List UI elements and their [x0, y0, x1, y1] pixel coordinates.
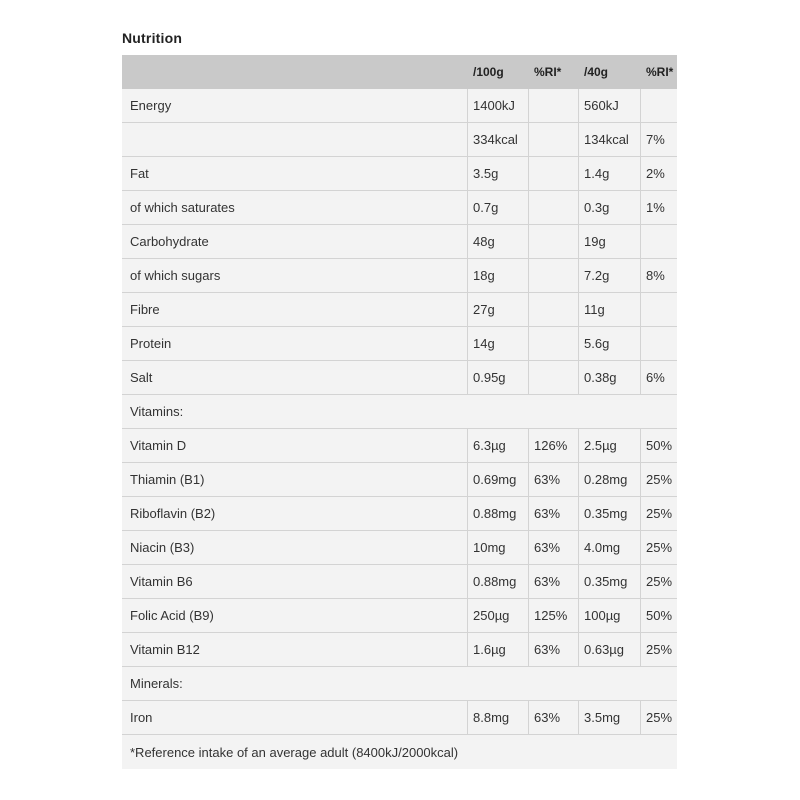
column-divider [467, 531, 468, 564]
per-40g-value: 2.5µg [584, 438, 617, 453]
per-40g-value: 11g [584, 302, 605, 317]
footnote-row [122, 735, 677, 769]
column-divider [467, 599, 468, 632]
nutrient-name: Vitamin B12 [130, 642, 200, 657]
column-divider [640, 191, 641, 224]
nutrient-name: Folic Acid (B9) [130, 608, 214, 623]
table-row [122, 633, 677, 667]
per-100g-value: 0.69mg [473, 472, 517, 487]
column-divider [528, 497, 529, 530]
nutrient-name: Niacin (B3) [130, 540, 195, 555]
column-divider [467, 633, 468, 666]
nutrient-name: Vitamin B6 [130, 574, 193, 589]
per-100g-value: 334kcal [473, 132, 518, 147]
ri-40g-value: 25% [646, 574, 673, 589]
column-divider [528, 429, 529, 462]
ri-40g-value: 1% [646, 200, 665, 215]
table-row [122, 259, 677, 293]
table-row [122, 157, 677, 191]
per-40g-value: 4.0mg [584, 540, 621, 555]
column-divider [578, 429, 579, 462]
nutrient-name: Fibre [130, 302, 160, 317]
per-40g-value: 0.38g [584, 370, 617, 385]
table-header-row [122, 55, 677, 89]
header-per-40g: /40g [584, 65, 609, 79]
ri-40g-value: 25% [646, 710, 673, 725]
column-divider [528, 89, 529, 122]
per-100g-value: 18g [473, 268, 495, 283]
nutrient-name: Riboflavin (B2) [130, 506, 216, 521]
table-body [122, 89, 677, 735]
column-divider [640, 497, 641, 530]
ri-100g-value: 125% [534, 608, 568, 623]
column-divider [467, 225, 468, 258]
table-row [122, 463, 677, 497]
table-row [122, 395, 677, 429]
column-divider [528, 463, 529, 496]
ri-100g-value: 63% [534, 506, 561, 521]
column-divider [640, 361, 641, 394]
per-100g-value: 6.3µg [473, 438, 506, 453]
column-divider [578, 633, 579, 666]
per-100g-value: 3.5g [473, 166, 499, 181]
column-divider [528, 225, 529, 258]
per-40g-value: 134kcal [584, 132, 629, 147]
table-row [122, 293, 677, 327]
nutrient-name: Minerals: [130, 676, 183, 691]
column-divider [528, 123, 529, 156]
table-row [122, 667, 677, 701]
column-divider [528, 327, 529, 360]
column-divider [578, 701, 579, 734]
table-row [122, 565, 677, 599]
column-divider [528, 157, 529, 190]
column-divider [640, 565, 641, 598]
ri-40g-value: 8% [646, 268, 665, 283]
per-40g-value: 7.2g [584, 268, 610, 283]
per-100g-value: 10mg [473, 540, 506, 555]
table-row [122, 123, 677, 157]
table-row [122, 531, 677, 565]
table-row [122, 599, 677, 633]
column-divider [578, 565, 579, 598]
per-100g-value: 0.88mg [473, 574, 517, 589]
ri-40g-value: 6% [646, 370, 665, 385]
ri-40g-value: 7% [646, 132, 665, 147]
column-divider [467, 327, 468, 360]
per-40g-value: 0.3g [584, 200, 610, 215]
nutrient-name: Energy [130, 98, 172, 113]
column-divider [640, 225, 641, 258]
column-divider [640, 701, 641, 734]
column-divider [528, 293, 529, 326]
table-row [122, 361, 677, 395]
ri-100g-value: 63% [534, 574, 561, 589]
per-100g-value: 250µg [473, 608, 510, 623]
ri-40g-value: 25% [646, 472, 673, 487]
column-divider [467, 429, 468, 462]
per-40g-value: 100µg [584, 608, 621, 623]
ri-40g-value: 2% [646, 166, 665, 181]
column-divider [640, 89, 641, 122]
ri-100g-value: 63% [534, 540, 561, 555]
per-100g-value: 1.6µg [473, 642, 506, 657]
per-40g-value: 0.28mg [584, 472, 628, 487]
column-divider [528, 191, 529, 224]
column-divider [640, 293, 641, 326]
footnote: *Reference intake of an average adult (8400kJ/2000kcal) [130, 744, 459, 760]
ri-100g-value: 63% [534, 710, 561, 725]
column-divider [640, 599, 641, 632]
column-divider [640, 327, 641, 360]
column-divider [528, 565, 529, 598]
column-divider [467, 293, 468, 326]
column-divider [528, 361, 529, 394]
ri-40g-value: 25% [646, 642, 673, 657]
per-100g-value: 0.88mg [473, 506, 517, 521]
table-row [122, 225, 677, 259]
column-divider [467, 701, 468, 734]
column-divider [467, 463, 468, 496]
per-100g-value: 27g [473, 302, 495, 317]
nutrition-title: Nutrition [122, 30, 183, 46]
nutrient-name: Iron [130, 710, 153, 725]
column-divider [467, 123, 468, 156]
nutrient-name: of which sugars [130, 268, 221, 283]
column-divider [640, 463, 641, 496]
per-40g-value: 19g [584, 234, 606, 249]
column-divider [528, 599, 529, 632]
per-40g-value: 560kJ [584, 98, 619, 113]
column-divider [528, 531, 529, 564]
column-divider [528, 701, 529, 734]
per-40g-value: 1.4g [584, 166, 610, 181]
column-divider [578, 157, 579, 190]
column-divider [578, 259, 579, 292]
ri-40g-value: 25% [646, 540, 673, 555]
column-divider [467, 565, 468, 598]
table-row [122, 429, 677, 463]
table-row [122, 701, 677, 735]
column-divider [578, 89, 579, 122]
nutrient-name: Salt [130, 370, 153, 385]
column-divider [640, 157, 641, 190]
column-divider [640, 633, 641, 666]
column-divider [578, 191, 579, 224]
column-divider [578, 463, 579, 496]
column-divider [640, 531, 641, 564]
column-divider [467, 89, 468, 122]
table-row [122, 191, 677, 225]
nutrition-table [122, 55, 677, 769]
column-divider [640, 123, 641, 156]
column-divider [528, 259, 529, 292]
column-divider [640, 259, 641, 292]
table-row [122, 327, 677, 361]
column-divider [578, 599, 579, 632]
column-divider [578, 293, 579, 326]
column-divider [578, 225, 579, 258]
ri-100g-value: 63% [534, 472, 561, 487]
column-divider [578, 123, 579, 156]
ri-100g-value: 126% [534, 438, 568, 453]
per-40g-value: 0.63µg [584, 642, 625, 657]
table-row [122, 89, 677, 123]
per-40g-value: 0.35mg [584, 574, 628, 589]
column-divider [467, 191, 468, 224]
per-100g-value: 1400kJ [473, 98, 515, 113]
nutrient-name: Thiamin (B1) [130, 472, 205, 487]
column-divider [578, 361, 579, 394]
ri-40g-value: 50% [646, 438, 673, 453]
per-100g-value: 8.8mg [473, 710, 510, 725]
ri-100g-value: 63% [534, 642, 561, 657]
column-divider [578, 327, 579, 360]
column-divider [578, 497, 579, 530]
nutrient-name: Vitamins: [130, 404, 184, 419]
per-40g-value: 5.6g [584, 336, 610, 351]
nutrient-name: Carbohydrate [130, 234, 209, 249]
nutrient-name: Fat [130, 166, 149, 181]
table-row [122, 497, 677, 531]
ri-40g-value: 50% [646, 608, 673, 623]
nutrient-name: of which saturates [130, 200, 235, 215]
column-divider [467, 157, 468, 190]
nutrient-name: Vitamin D [130, 438, 187, 453]
header-ri-100g: %RI* [534, 65, 562, 79]
ri-40g-value: 25% [646, 506, 673, 521]
column-divider [578, 531, 579, 564]
column-divider [467, 361, 468, 394]
header-ri-40g: %RI* [646, 65, 674, 79]
header-per-100g: /100g [473, 65, 504, 79]
column-divider [467, 497, 468, 530]
column-divider [467, 259, 468, 292]
per-100g-value: 0.95g [473, 370, 506, 385]
per-40g-value: 3.5mg [584, 710, 621, 725]
per-100g-value: 48g [473, 234, 495, 249]
per-100g-value: 14g [473, 336, 495, 351]
nutrient-name: Protein [130, 336, 172, 351]
per-40g-value: 0.35mg [584, 506, 628, 521]
per-100g-value: 0.7g [473, 200, 499, 215]
column-divider [640, 429, 641, 462]
column-divider [528, 633, 529, 666]
